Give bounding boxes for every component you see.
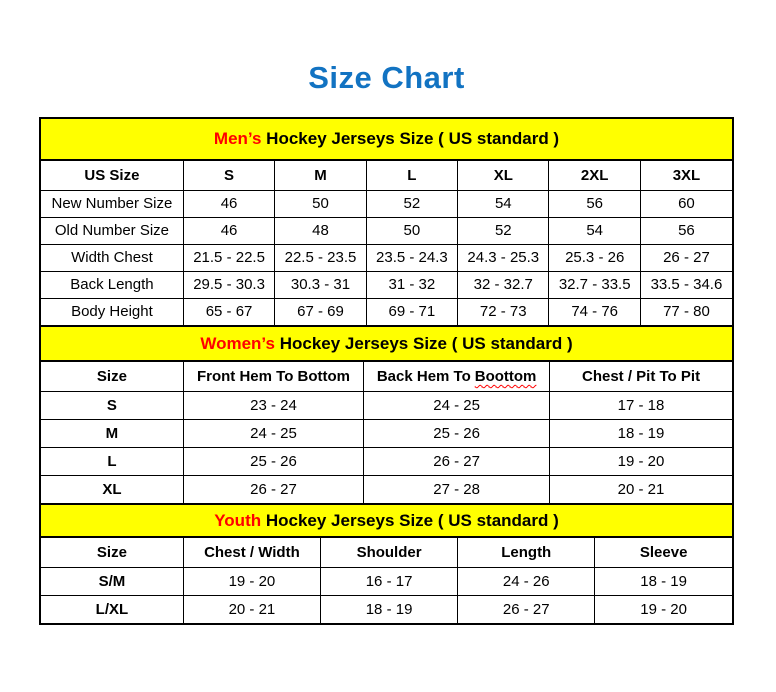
column-header-text: Back Hem To <box>376 367 471 385</box>
column-header: L <box>366 161 457 190</box>
size-value-cell: 46 <box>183 190 274 217</box>
size-value-cell: 31 - 32 <box>366 271 457 298</box>
section-title-highlight: Youth <box>214 510 262 530</box>
size-value-cell: 20 - 21 <box>183 595 320 623</box>
table-row <box>41 190 732 217</box>
size-value-cell: 23.5 - 24.3 <box>366 244 457 271</box>
size-value-cell: 48 <box>275 217 366 244</box>
section-title-text: Hockey Jerseys Size ( US standard ) <box>261 510 559 530</box>
table-row <box>41 391 732 419</box>
size-value-cell: 29.5 - 30.3 <box>183 271 274 298</box>
column-header: US Size <box>41 161 183 190</box>
size-value-cell: 50 <box>366 217 457 244</box>
size-chart-table <box>39 117 734 625</box>
table-row <box>41 447 732 475</box>
table-row <box>41 475 732 503</box>
size-value-cell: 54 <box>458 190 549 217</box>
column-header: Length <box>458 538 595 567</box>
size-value-cell: 69 - 71 <box>366 298 457 325</box>
size-value-cell: 18 - 19 <box>550 419 732 447</box>
youth-section-header <box>41 503 732 538</box>
size-value-cell: 26 - 27 <box>183 475 363 503</box>
row-label: S <box>41 391 183 419</box>
row-label: M <box>41 419 183 447</box>
section-title-text: Hockey Jerseys Size ( US standard ) <box>261 129 560 148</box>
size-value-cell: 52 <box>366 190 457 217</box>
size-value-cell: 24 - 25 <box>364 391 550 419</box>
womens-section-header <box>41 325 732 362</box>
size-value-cell: 18 - 19 <box>321 595 458 623</box>
size-value-cell: 46 <box>183 217 274 244</box>
size-value-cell: 24.3 - 25.3 <box>458 244 549 271</box>
column-header: Size <box>41 362 183 391</box>
size-value-cell: 27 - 28 <box>364 475 550 503</box>
column-header: Sleeve <box>595 538 732 567</box>
column-header <box>364 362 550 391</box>
size-value-cell: 26 - 27 <box>640 244 732 271</box>
size-value-cell: 19 - 20 <box>595 595 732 623</box>
size-value-cell: 23 - 24 <box>183 391 363 419</box>
size-value-cell: 77 - 80 <box>640 298 732 325</box>
column-header: S <box>183 161 274 190</box>
table-row <box>41 595 732 623</box>
column-header: 3XL <box>640 161 732 190</box>
column-header: Chest / Width <box>183 538 320 567</box>
row-label: Old Number Size <box>41 217 183 244</box>
mens-size-table <box>41 161 732 325</box>
size-value-cell: 33.5 - 34.6 <box>640 271 732 298</box>
row-label: Width Chest <box>41 244 183 271</box>
size-value-cell: 54 <box>549 217 640 244</box>
size-value-cell: 65 - 67 <box>183 298 274 325</box>
size-value-cell: 52 <box>458 217 549 244</box>
size-value-cell: 25.3 - 26 <box>549 244 640 271</box>
row-label: Back Length <box>41 271 183 298</box>
column-header: Chest / Pit To Pit <box>550 362 732 391</box>
column-header: Size <box>41 538 183 567</box>
row-label: Body Height <box>41 298 183 325</box>
size-value-cell: 22.5 - 23.5 <box>275 244 366 271</box>
womens-size-table <box>41 362 732 503</box>
womens-header-row <box>41 362 732 391</box>
size-value-cell: 19 - 20 <box>183 567 320 595</box>
size-value-cell: 19 - 20 <box>550 447 732 475</box>
size-value-cell: 67 - 69 <box>275 298 366 325</box>
table-row <box>41 419 732 447</box>
table-row <box>41 271 732 298</box>
misspelled-word: Boottom <box>474 367 537 385</box>
page-title: Size Chart <box>308 60 465 95</box>
size-value-cell: 24 - 25 <box>183 419 363 447</box>
size-value-cell: 25 - 26 <box>183 447 363 475</box>
size-value-cell: 25 - 26 <box>364 419 550 447</box>
column-header: 2XL <box>549 161 640 190</box>
size-value-cell: 24 - 26 <box>458 567 595 595</box>
size-value-cell: 56 <box>549 190 640 217</box>
row-label: L <box>41 447 183 475</box>
size-value-cell: 56 <box>640 217 732 244</box>
size-value-cell: 26 - 27 <box>458 595 595 623</box>
section-title-highlight: Men’s <box>213 129 262 148</box>
size-value-cell: 50 <box>275 190 366 217</box>
row-label: New Number Size <box>41 190 183 217</box>
section-title-highlight: Women’s <box>200 333 275 353</box>
size-value-cell: 16 - 17 <box>321 567 458 595</box>
table-row <box>41 217 732 244</box>
row-label: S/M <box>41 567 183 595</box>
size-value-cell: 17 - 18 <box>550 391 732 419</box>
table-row <box>41 244 732 271</box>
column-header: Front Hem To Bottom <box>183 362 363 391</box>
table-row <box>41 298 732 325</box>
youth-size-table <box>41 538 732 623</box>
column-header: XL <box>458 161 549 190</box>
youth-header-row <box>41 538 732 567</box>
size-value-cell: 32 - 32.7 <box>458 271 549 298</box>
table-row <box>41 567 732 595</box>
mens-header-row <box>41 161 732 190</box>
size-value-cell: 21.5 - 22.5 <box>183 244 274 271</box>
size-value-cell: 30.3 - 31 <box>275 271 366 298</box>
column-header: M <box>275 161 366 190</box>
size-value-cell: 60 <box>640 190 732 217</box>
section-title-text: Hockey Jerseys Size ( US standard ) <box>274 333 573 353</box>
size-value-cell: 32.7 - 33.5 <box>549 271 640 298</box>
size-value-cell: 72 - 73 <box>458 298 549 325</box>
size-value-cell: 74 - 76 <box>549 298 640 325</box>
size-value-cell: 18 - 19 <box>595 567 732 595</box>
row-label: L/XL <box>41 595 183 623</box>
size-value-cell: 20 - 21 <box>550 475 732 503</box>
mens-section-header <box>41 119 732 161</box>
size-value-cell: 26 - 27 <box>364 447 550 475</box>
row-label: XL <box>41 475 183 503</box>
column-header: Shoulder <box>321 538 458 567</box>
